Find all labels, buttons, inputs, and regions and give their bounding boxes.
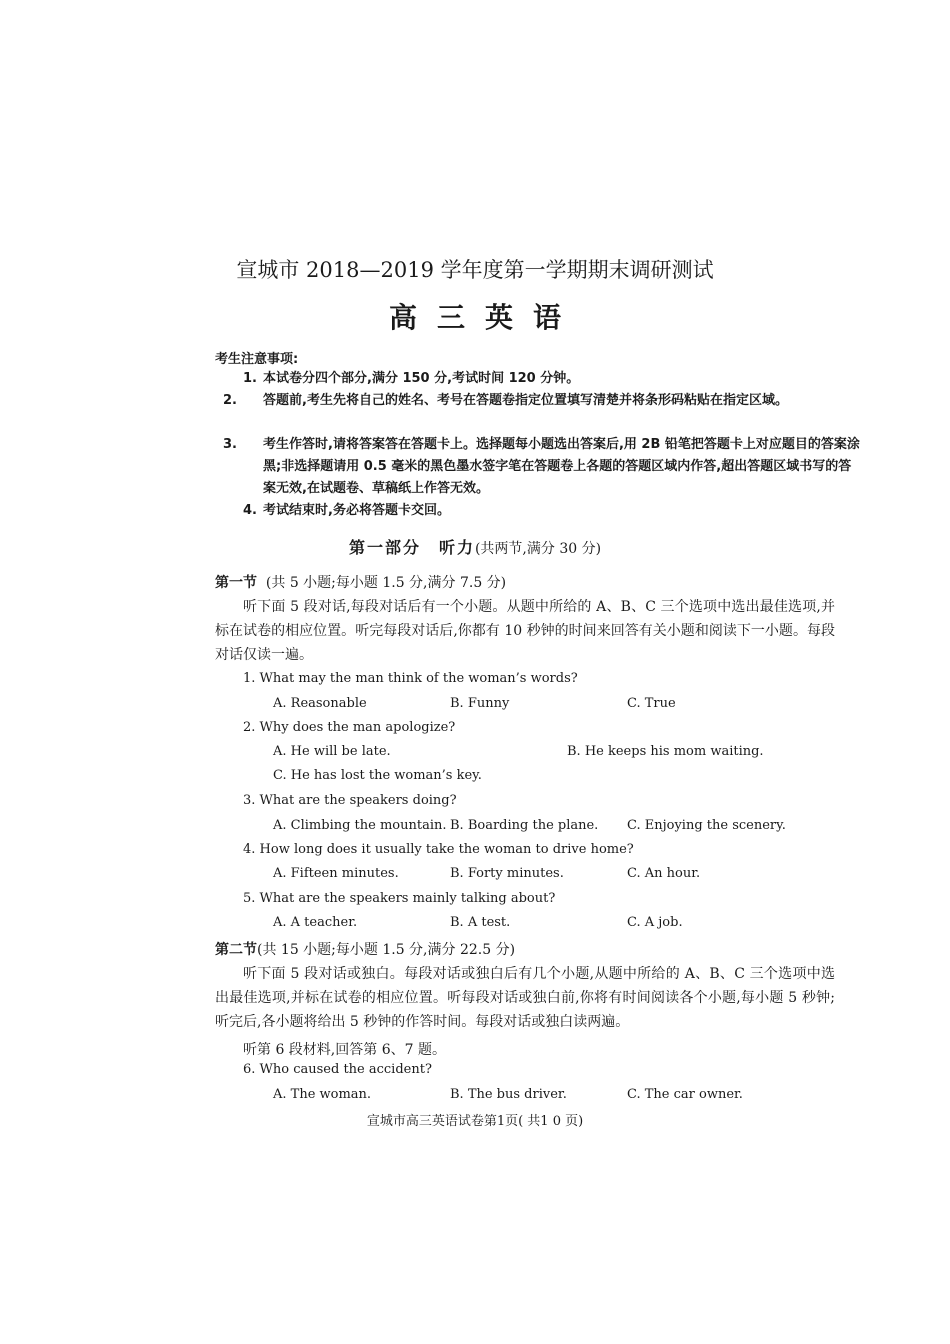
question: 5. What are the speakers mainly talking about? — [243, 891, 556, 906]
section-instructions: 听下面 5 段对话,每段对话后有一个小题。从题中所给的 A、B、C 三个选项中选出最佳选项,并标在试卷的相应位置。听完每段对话后,你都有 10 秒钟的时间来回答有关小题和阅读下一小题。每段对话仅读一遍。 — [215, 599, 835, 663]
question: 2. Why does the man apologize? — [243, 720, 456, 735]
option-c: C. A job. — [627, 915, 683, 930]
option-a: A. The woman. — [273, 1087, 372, 1102]
option-a: A. Climbing the mountain. — [273, 818, 447, 833]
exam-subject: 高三英语 — [388, 301, 581, 334]
option-c: C. True — [627, 696, 676, 711]
option-a: A. Fifteen minutes. — [273, 866, 399, 881]
notice-item: 3. 考生作答时,请将答案答在答题卡上。选择题每小题选出答案后,用 2B 铅笔把答题卡上对应题目的答案涂黑;非选择题请用 0.5 毫米的黑色墨水签字笔在答题卷上各题的答题区域内作答,超出答题区域书写的答案无效,在试题卷、草稿纸上作答无效。 — [223, 437, 860, 496]
option-a: A. Reasonable — [273, 696, 367, 711]
option-b: B. He keeps his mom waiting. — [567, 744, 764, 759]
question: 4. How long does it usually take the woman to drive home? — [243, 842, 634, 857]
notice-item: 4. 考试结束时,务必将答题卡交回。 — [243, 503, 450, 518]
option-c: C. The car owner. — [627, 1087, 743, 1102]
option-b: B. The bus driver. — [450, 1087, 567, 1102]
question: 1. What may the man think of the woman’s words? — [243, 671, 578, 686]
section-instructions: 听下面 5 段对话或独白。每段对话或独白后有几个小题,从题中所给的 A、B、C 三个选项中选出最佳选项,并标在试卷的相应位置。听每段对话或独白前,你将有时间阅读各个小题,每小题 5 秒钟;听完后,各小题将给出 5 秒钟的作答时间。每段对话或独白读两遍。 — [215, 966, 835, 1030]
option-b: B. Funny — [450, 696, 510, 711]
notice-heading: 考生注意事项: — [215, 352, 299, 367]
option-c: C. An hour. — [627, 866, 701, 881]
question: 6. Who caused the accident? — [243, 1062, 432, 1077]
exam-title: 宣城市 2018—2019 学年度第一学期期末调研测试 — [236, 258, 714, 282]
section-heading: 第二节(共 15 小题;每小题 1.5 分,满分 22.5 分) — [215, 942, 516, 958]
option-b: B. A test. — [450, 915, 511, 930]
section-heading: 第一节 (共 5 小题;每小题 1.5 分,满分 7.5 分) — [215, 575, 507, 591]
option-b: B. Forty minutes. — [450, 866, 564, 881]
option-a: A. He will be late. — [273, 744, 391, 759]
page-footer: 宣城市高三英语试卷第1页( 共1 0 页) — [366, 1114, 584, 1129]
material-note: 听第 6 段材料,回答第 6、7 题。 — [243, 1042, 446, 1058]
option-c: C. Enjoying the scenery. — [627, 818, 786, 833]
option-a: A. A teacher. — [273, 915, 358, 930]
option-c: C. He has lost the woman’s key. — [273, 768, 482, 783]
question: 3. What are the speakers doing? — [243, 793, 457, 808]
notice-item: 1. 本试卷分四个部分,满分 150 分,考试时间 120 分钟。 — [243, 371, 580, 386]
part-heading: 第一部分 听力(共两节,满分 30 分) — [348, 538, 602, 557]
option-b: B. Boarding the plane. — [450, 818, 599, 833]
notice-item: 2. 答题前,考生先将自己的姓名、考号在答题卷指定位置填写清楚并将条形码粘贴在指定区域。 — [223, 393, 788, 408]
